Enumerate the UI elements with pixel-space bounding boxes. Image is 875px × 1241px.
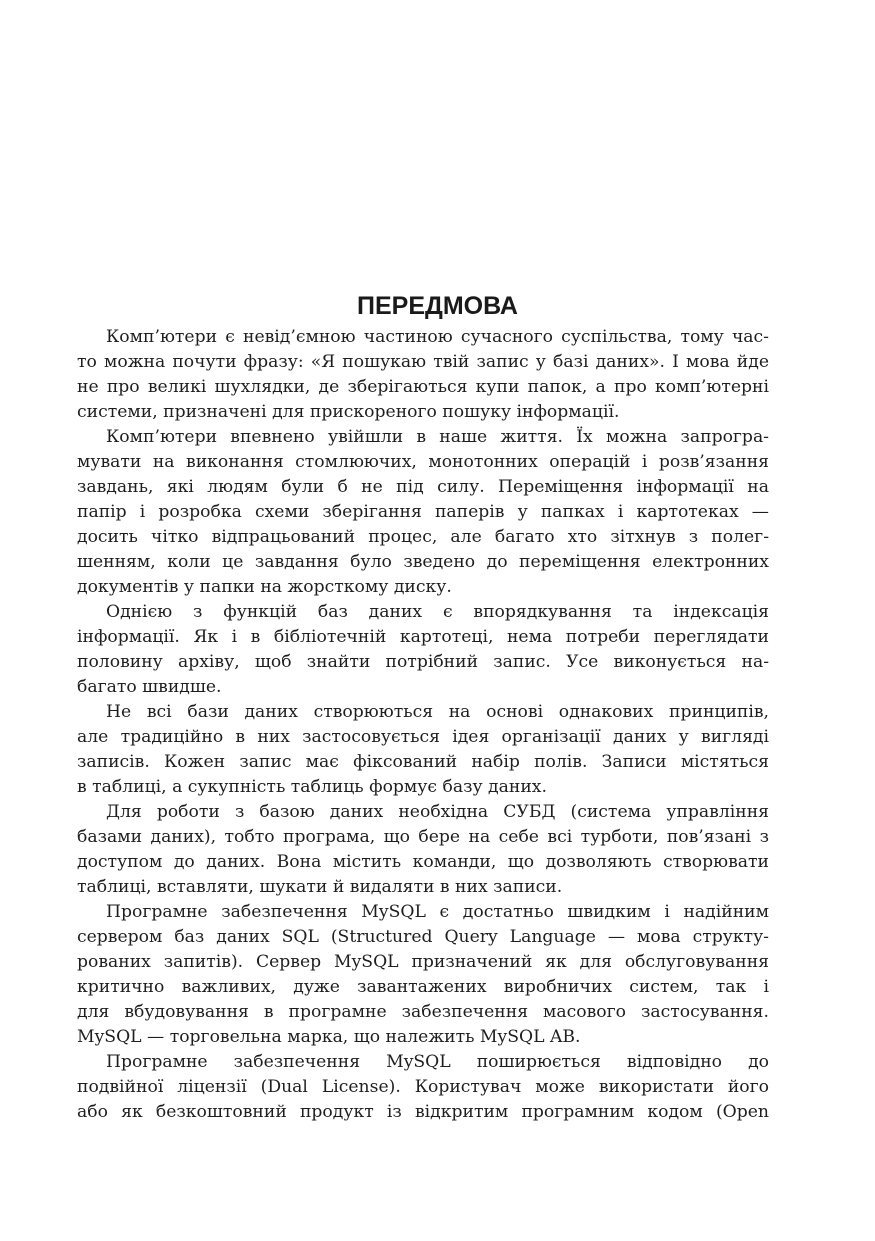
text-line: таблиці, вставляти, шукати й видаляти в них записи. (77, 877, 563, 897)
paragraph (77, 325, 769, 425)
paragraph (77, 800, 769, 900)
paragraph (77, 425, 769, 600)
text-line: інформації. Як і в бібліотечній картотеці, нема потреби переглядати (77, 627, 769, 647)
text-line: Програмне забезпечення MySQL поширюється відповідно до (106, 1052, 769, 1072)
body-text (77, 325, 769, 1125)
text-line: Однією з функцій баз даних є впорядкування та індексація (106, 602, 769, 622)
text-line: Комп’ютери є невід’ємною частиною сучасного суспільства, тому час- (106, 327, 769, 347)
text-line: доступом до даних. Вона містить команди, що дозволяють створювати (77, 852, 769, 872)
text-line: Комп’ютери впевнено увійшли в наше життя. Їх можна запрогра- (106, 427, 769, 447)
text-line: досить чітко відпрацьований процес, але багато хто зітхнув з полег- (77, 527, 769, 547)
text-line: то можна почути фразу: «Я пошукаю твій запис у базі даних». І мова йде (77, 352, 769, 372)
text-line: Не всі бази даних створюються на основі однакових принципів, (106, 702, 769, 722)
text-line: Програмне забезпечення MySQL є достатньо швидким і надійним (106, 902, 769, 922)
text-line: половину архіву, щоб знайти потрібний запис. Усе виконується на- (77, 652, 769, 672)
text-line: папір і розробка схеми зберігання паперів у папках і картотеках — (77, 502, 769, 522)
text-line: або як безкоштовний продукт із відкритим програмним кодом (Open (77, 1102, 769, 1122)
paragraph (77, 700, 769, 800)
text-line: але традиційно в них застосовується ідея організації даних у вигляді (77, 727, 769, 747)
text-line: критично важливих, дуже завантажених виробничих систем, так і (77, 977, 769, 997)
text-line: багато швидше. (77, 677, 222, 697)
page-title: ПЕРЕДМОВА (357, 292, 518, 320)
text-line: MySQL — торговельна марка, що належить MySQL AB. (77, 1027, 581, 1047)
text-line: сервером баз даних SQL (Structured Query Language — мова структу- (77, 927, 769, 947)
paragraph (77, 900, 769, 1050)
text-line: шенням, коли це завдання було зведено до переміщення електронних (77, 552, 769, 572)
text-line: не про великі шухлядки, де зберігаються купи папок, а про комп’ютерні (77, 377, 769, 397)
text-line: документів у папки на жорсткому диску. (77, 577, 452, 597)
text-line: записів. Кожен запис має фіксований набір полів. Записи містяться (77, 752, 769, 772)
paragraph (77, 600, 769, 700)
text-line: базами даних), тобто програма, що бере на себе всі турботи, пов’язані з (77, 827, 769, 847)
text-line: завдань, які людям були б не під силу. Переміщення інформації на (77, 477, 769, 497)
text-line: системи, призначені для прискореного пошуку інформації. (77, 402, 620, 422)
text-line: в таблиці, а сукупність таблиць формує базу даних. (77, 777, 547, 797)
text-line: мувати на виконання стомлюючих, монотонних операцій і розв’язання (77, 452, 769, 472)
paragraph (77, 1050, 769, 1125)
text-line: Для роботи з базою даних необхідна СУБД (система управління (106, 802, 769, 822)
text-line: подвійної ліцензії (Dual License). Користувач може використати його (77, 1077, 769, 1097)
text-line: рованих запитів). Сервер MySQL призначений як для обслуговування (77, 952, 769, 972)
text-line: для вбудовування в програмне забезпечення масового застосування. (77, 1002, 769, 1022)
